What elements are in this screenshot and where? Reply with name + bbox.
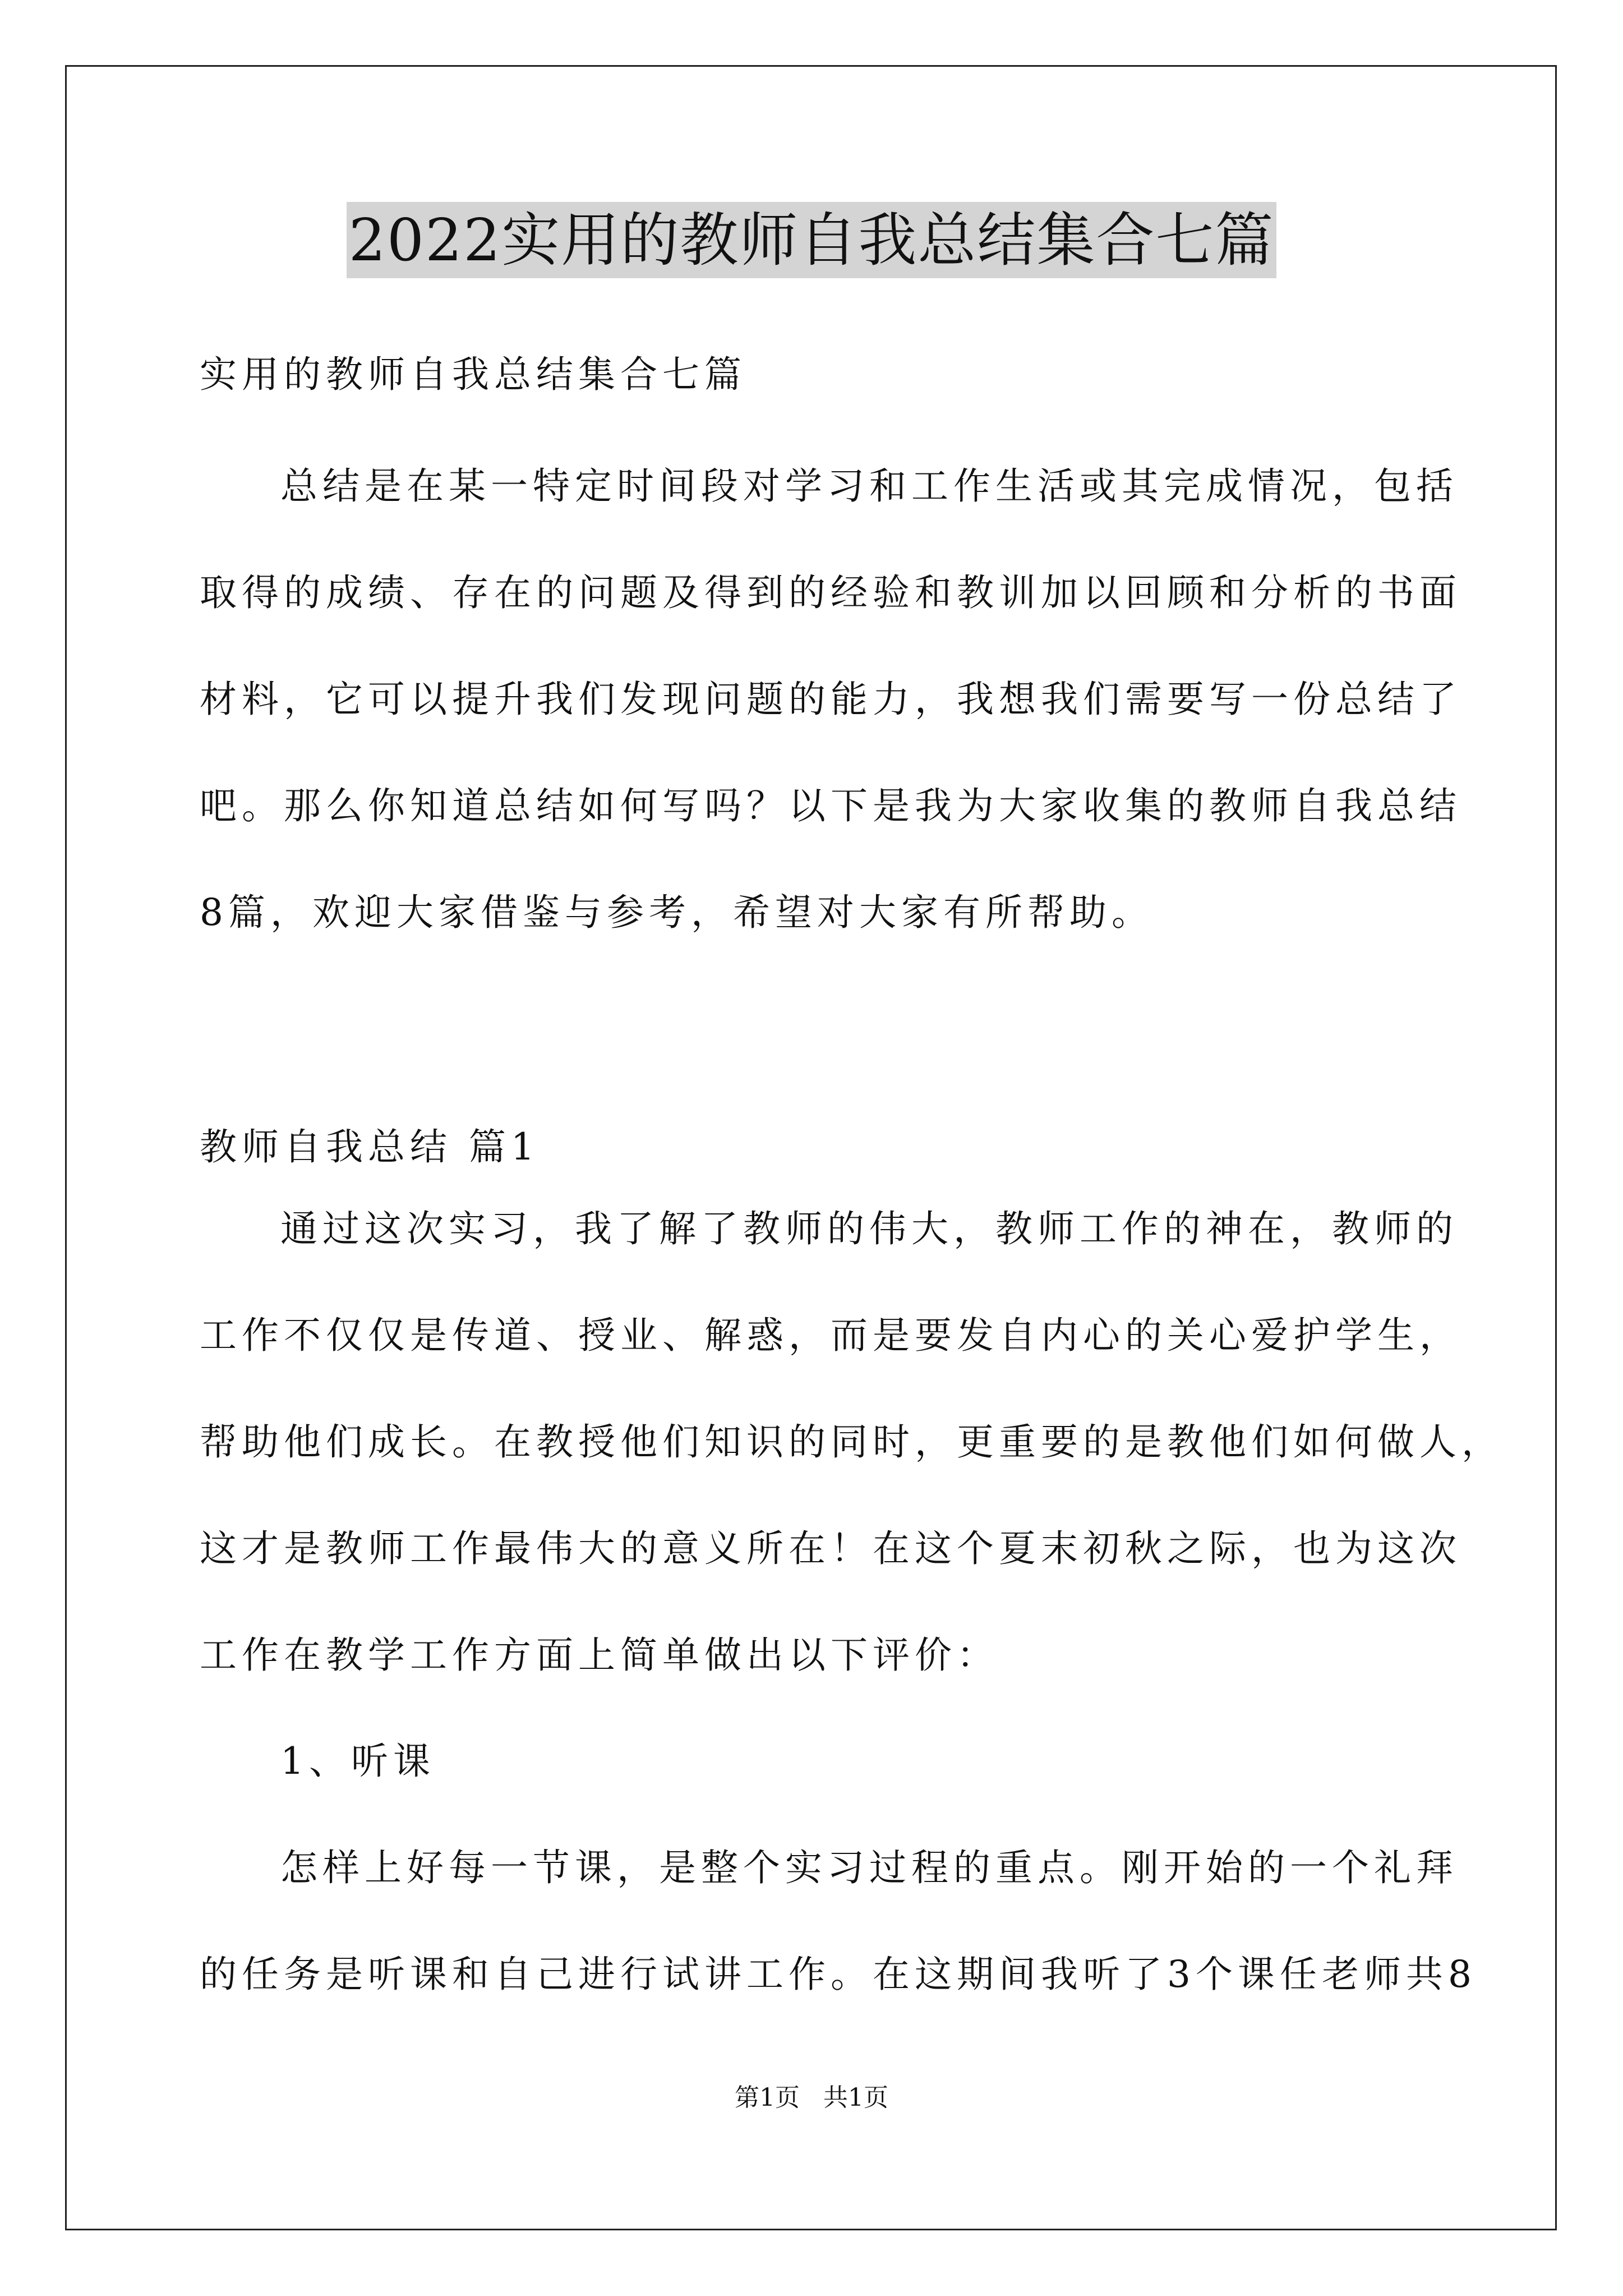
intro-line-1: 总结是在某一特定时间段对学习和工作生活或其完成情况，包括: [280, 464, 1458, 508]
intro-line-3: 材料，它可以提升我们发现问题的能力，我想我们需要写一份总结了: [200, 678, 1461, 721]
item1-line-2: 的任务是听课和自己进行试讲工作。在这期间我听了3个课任老师共8: [200, 1953, 1477, 1996]
page-footer: 第1页 共1页: [735, 2083, 888, 2112]
section-heading-1: 教师自我总结 篇1: [200, 1125, 540, 1168]
document-title: 2022实用的教师自我总结集合七篇: [347, 202, 1277, 278]
section1-line-1: 通过这次实习，我了解了教师的伟大，教师工作的神在，教师的: [280, 1207, 1458, 1250]
intro-line-4: 吧。那么你知道总结如何写吗？以下是我为大家收集的教师自我总结: [200, 784, 1461, 827]
section1-line-4: 这才是教师工作最伟大的意义所在！在这个夏末初秋之际，也为这次: [200, 1527, 1461, 1570]
intro-line-5: 8篇，欢迎大家借鉴与参考，希望对大家有所帮助。: [200, 891, 1154, 934]
intro-line-2: 取得的成绩、存在的问题及得到的经验和教训加以回顾和分析的书面: [200, 571, 1461, 614]
item1-line-1: 怎样上好每一节课，是整个实习过程的重点。刚开始的一个礼拜: [280, 1846, 1458, 1889]
section1-line-2: 工作不仅仅是传道、授业、解惑，而是要发自内心的关心爱护学生，: [200, 1314, 1461, 1357]
title-container: [0, 202, 1623, 278]
section1-line-3: 帮助他们成长。在教授他们知识的同时，更重要的是教他们如何做人，: [200, 1420, 1504, 1464]
item-heading-1: 1、听课: [280, 1740, 435, 1783]
section1-line-5: 工作在教学工作方面上简单做出以下评价：: [200, 1634, 999, 1677]
document-subtitle: 实用的教师自我总结集合七篇: [200, 353, 746, 396]
